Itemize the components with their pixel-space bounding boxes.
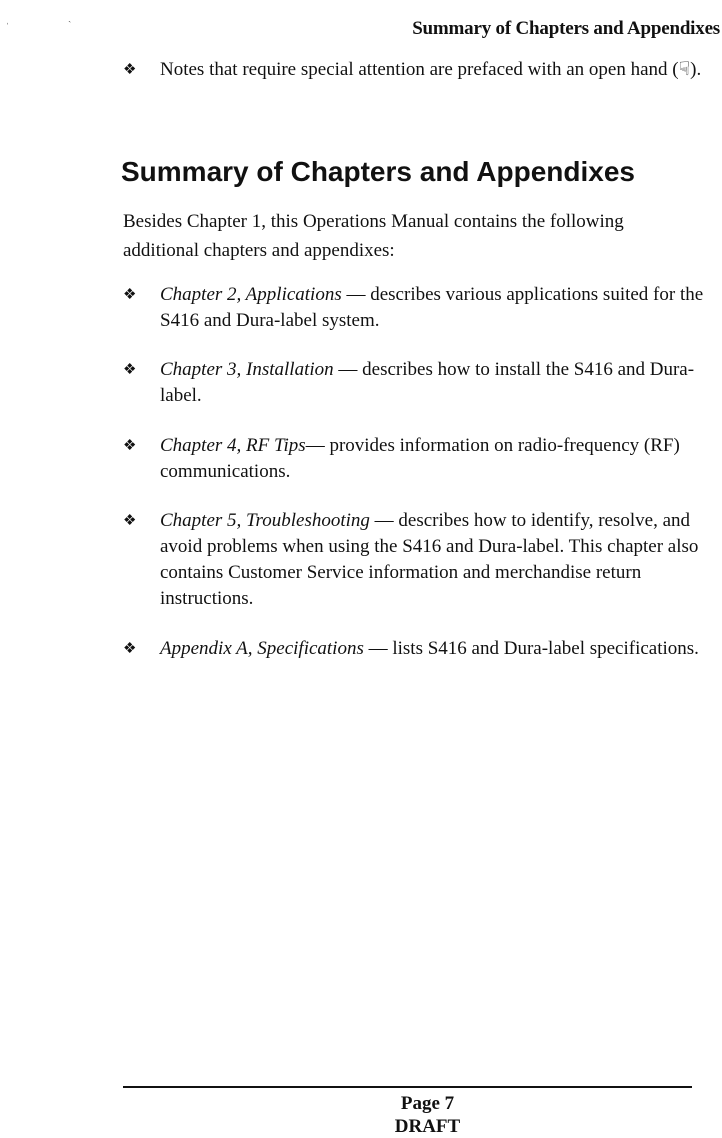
chapter-ref: Appendix A, Specifications	[160, 638, 364, 659]
chapter-desc: — describes how to install the S416 and Dura-label.	[160, 359, 695, 406]
diamond-bullet-icon: ❖	[123, 641, 137, 657]
diamond-bullet-icon: ❖	[123, 362, 137, 378]
chapter-item	[123, 357, 713, 409]
note-bullet	[123, 57, 713, 83]
diamond-bullet-icon: ❖	[123, 513, 137, 529]
chapter-ref: Chapter 2, Applications	[160, 284, 342, 305]
chapter-desc: — provides information on radio-frequency (RF) communications.	[160, 435, 680, 482]
running-header: Summary of Chapters and Appendixes	[412, 18, 720, 39]
intro-paragraph: Besides Chapter 1, this Operations Manual contains the following additional chapters and appendixes:	[123, 211, 624, 261]
diamond-bullet-icon: ❖	[123, 287, 137, 303]
draft-label: DRAFT	[394, 1116, 461, 1137]
chapter-desc: — lists S416 and Dura-label specifications.	[363, 638, 699, 659]
chapter-desc: — describes how to identify, resolve, and avoid problems when using the S416 and Dura-label. This chapter also contains Customer Service information and merchandise return instructions.	[160, 510, 699, 609]
chapter-ref: Chapter 4, RF Tips	[160, 435, 306, 456]
chapter-item	[123, 508, 713, 612]
chapter-desc: — describes various applications suited for the S416 and Dura-label system.	[160, 284, 704, 331]
chapter-ref: Chapter 5, Troubleshooting	[160, 510, 370, 531]
footer-rule	[123, 1086, 692, 1088]
page-footer	[300, 1092, 555, 1138]
chapter-item	[123, 636, 713, 662]
chapter-item	[123, 433, 713, 485]
diamond-bullet-icon: ❖	[123, 438, 137, 454]
page-number: Page 7	[400, 1093, 455, 1114]
chapter-item	[123, 282, 713, 334]
scan-speck: ˌ	[6, 14, 10, 25]
scan-speck: ˏ	[68, 12, 72, 23]
section-heading: Summary of Chapters and Appendixes	[121, 156, 635, 187]
chapter-ref: Chapter 3, Installation	[160, 359, 334, 380]
note-text: Notes that require special attention are prefaced with an open hand (☟).	[160, 59, 702, 80]
diamond-bullet-icon: ❖	[123, 62, 137, 78]
